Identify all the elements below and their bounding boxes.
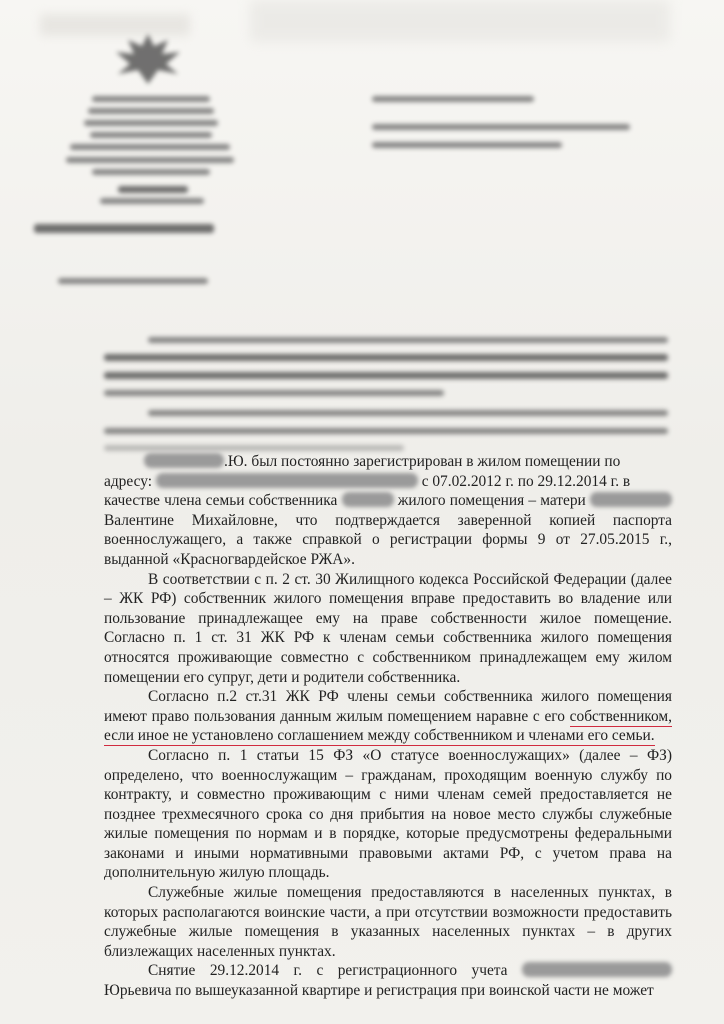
underlined-phrase: собственником, если иное не установлено соглашением между собственником и членами его семьи. xyxy=(104,707,672,745)
paragraph-service-housing: Служебные жилые помещения предоставляются в населенных пунктах, в которых располагаются воинские части, а при отсутствии возможности предоставить служебные жилые помещения в указанных населенных пунктах – в других близлежащих населенных пунктах. xyxy=(104,884,672,960)
document-body xyxy=(104,452,672,1001)
redacted-address xyxy=(156,473,418,488)
paragraph-military-status: Согласно п. 1 статьи 15 ФЗ «О статусе военнослужащих» (далее – ФЗ) определено, что военнослужащим – гражданам, проходящим военную службу по контракту, и совместно проживающим с ними членам семей предоставляется не позднее трехмесячного срока со дня прибытия на новое место службы служебные жилые помещения по нормам и в порядке, которые предусмотрены федеральными законами и иными нормативными правовыми актами РФ, с учетом права на дополнительную жилую площадь. xyxy=(104,746,672,882)
blurred-scan-artifact xyxy=(250,0,670,42)
emblem-icon xyxy=(108,30,188,88)
paragraph-housing-code: В соответствии с п. 2 ст. 30 Жилищного кодекса Российской Федерации (далее – ЖК РФ) собственник жилого помещения вправе предоставить во владение или пользование принадлежащее ему на праве собственности жилое помещение. Согласно п. 1 ст. 31 ЖК РФ к членам семьи собственника жилого помещения относятся проживающие совместно с собственником принадлежащем ему жилом помещении его супруг, дети и родители собственника. xyxy=(104,570,672,686)
redacted-name xyxy=(342,492,394,507)
paragraph-registration: .Ю. был постоянно зарегистрирован в жилом помещении по адресу: с 07.02.2012 г. по 29.12.2014 г. в качестве члена семьи собственника жилого помещения – матери Валентине Михайловне, что подтверждается заверенной копией паспорта военнослужащего, а также справкой о регистрации формы 9 от 27.05.2015 г., выданной «Красногвардейское РЖА». xyxy=(104,453,672,568)
paragraph-deregistration: Снятие 29.12.2014 г. с регистрационного учета Юрьевича по вышеуказанной квартире и регистрация при воинской части не может xyxy=(104,961,672,1000)
redacted-name xyxy=(144,453,224,468)
paragraph-family-rights: Согласно п.2 ст.31 ЖК РФ члены семьи собственника жилого помещения имеют право пользования данным жилым помещением наравне с его собственником, если иное не установлено соглашением между собственником и членами его семьи. xyxy=(104,688,672,745)
redacted-name xyxy=(522,962,672,977)
redacted-name xyxy=(590,492,672,507)
